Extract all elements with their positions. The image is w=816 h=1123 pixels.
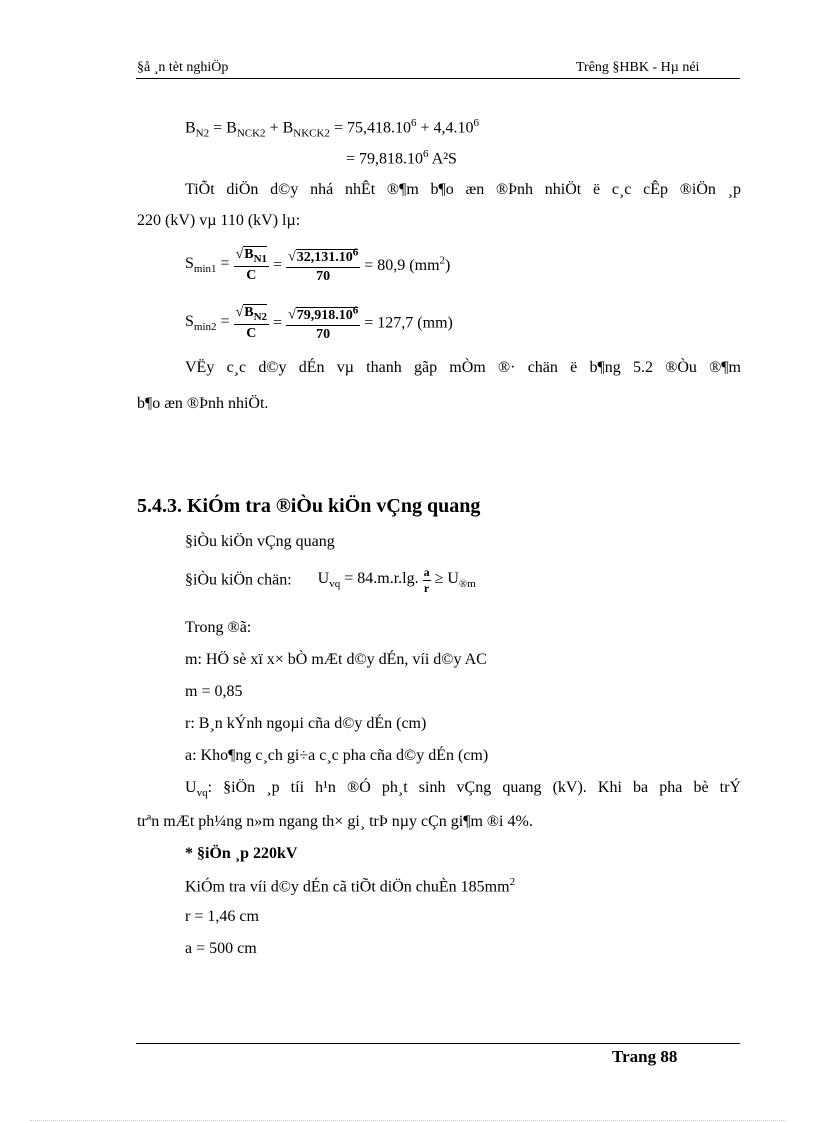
a-over-r-fraction: $\frac{a}{r}$ [423, 565, 430, 595]
smin2-formula: $S_{min2}$ = $\frac{√B_{N2}}{C}$ = $\frac{√79,918.10^6}{70}$ = 127,7 (mm) [185, 304, 453, 342]
header-left: §å ¸n tèt nghiÖp [137, 60, 229, 75]
r-definition: r: B¸n kÝnh ngoµi cña d©y dÉn (cm) [185, 715, 427, 732]
bn2-equation: $B_{N2} = B_{NCK2} + B_{NKCK2} = 75,418.10^6 + 4,4.10^6$ [185, 117, 479, 140]
footer-rule [136, 1043, 740, 1044]
condition-formula: §iÒu kiÖn chän: $U_{vq} = 84.m.r.\lg$. $\frac{a}{r}$ ≥ $U_{®m}$ [185, 565, 476, 595]
m-definition: m: HÖ sè xï x× bÒ mÆt d©y dÉn, víi d©y AC [185, 651, 487, 668]
smin1-formula: $S_{min1}$ = $\frac{√B_{N1}}{C}$ = $\frac{√32,131.10^6}{70}$ = 80,9 $(mm^2)$ [185, 246, 451, 284]
subsection-220kv: * §iÖn ¸p 220kV [185, 845, 298, 862]
page-edge-divider [30, 1120, 786, 1121]
smin1-numeric-fraction: $\frac{√32,131.10^6}{70}$ [288, 246, 359, 284]
paragraph1-line1: TiÕt diÖn d©y nhá nhÊt ®¶m b¶o æn ®Þnh nhiÖt ë c¸c cÊp ®iÖn ¸p [185, 181, 741, 198]
r-value: r = 1,46 cm [185, 908, 259, 925]
m-value: m = 0,85 [185, 683, 243, 700]
header-right: Trêng §HBK - Hµ néi [576, 60, 700, 75]
page-number: Trang 88 [612, 1047, 678, 1066]
smin1-symbolic-fraction: $\frac{√B_{N1}}{C}$ [235, 246, 268, 283]
smin2-numeric-fraction: $\frac{√79,918.10^6}{70}$ [288, 304, 359, 342]
section-title: 5.4.3. KiÓm tra ®iÒu kiÖn vÇng quang [137, 495, 481, 517]
uvq-definition-line1: $U_{vq}$: §iÖn ¸p tíi h¹n ®Ó ph¸t sinh vÇng quang (kV). Khi ba pha bè trÝ [185, 779, 741, 800]
paragraph1-line2: 220 (kV) vµ 110 (kV) lµ: [137, 212, 301, 229]
bn2-result: = $79,818.10^6$ A²S [346, 148, 457, 168]
paragraph2-line2: b¶o æn ®Þnh nhiÖt. [137, 395, 269, 412]
header-rule [136, 78, 740, 79]
a-definition: a: Kho¶ng c¸ch gi÷a c¸c pha cña d©y dÉn (cm) [185, 747, 489, 764]
a-value: a = 500 cm [185, 940, 257, 957]
trong-do: Trong ®ã: [185, 619, 252, 636]
smin2-symbolic-fraction: $\frac{√B_{N2}}{C}$ [235, 304, 268, 341]
uvq-definition-line2: trªn mÆt ph¼ng n»m ngang th× gi¸ trÞ nµy cÇn gi¶m ®i 4%. [137, 813, 533, 830]
paragraph2-line1: VËy c¸c d©y dÉn vµ thanh gãp mÒm ®· chän ë b¶ng 5.2 ®Òu ®¶m [185, 359, 741, 376]
condition-title: §iÒu kiÖn vÇng quang [185, 533, 335, 550]
check-line: KiÓm tra víi d©y dÉn cã tiÕt diÖn chuÈn $185mm^2$ [185, 876, 516, 896]
